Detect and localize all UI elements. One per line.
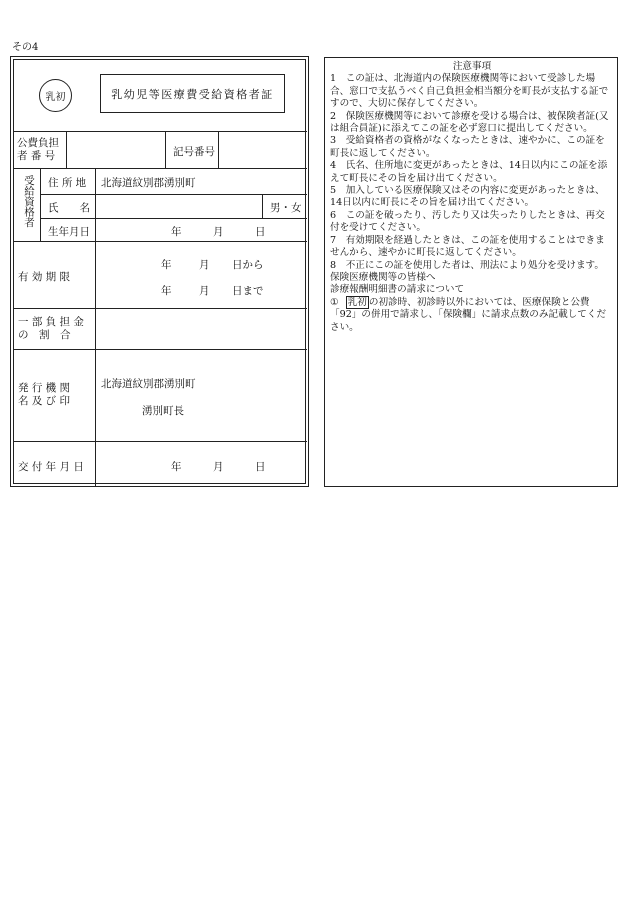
issue-date-label: 交 付 年 月 日 <box>18 461 84 473</box>
note-item: 2 保険医療機関等において診療を受ける場合は、被保険者証(又は組合員証)に添えてこの証を必ず窓口に提出してください。 <box>330 110 609 135</box>
note-item: 6 この証を破ったり、汚したり又は失ったりしたときは、再交付を受けてください。 <box>330 209 605 234</box>
item-marker: ① <box>330 296 339 308</box>
issuer-place: 北海道紋別郡湧別町 <box>101 378 196 390</box>
validity-to-day: 日まで <box>232 285 264 297</box>
title-box <box>100 74 285 113</box>
billing-text: の初診時、初診時以外においては、医療保険と公費「92」の併用で請求し、「保険欄」に請求点数のみ記載してください。 <box>330 296 607 333</box>
issue-date-day: 日 <box>255 461 266 473</box>
validity-from-day: 日から <box>232 259 264 271</box>
validity-from-month: 月 <box>199 259 210 271</box>
validity-from-year: 年 <box>161 259 172 271</box>
page-label: その4 <box>12 42 39 53</box>
notes-subheading: 保険医療機関等の皆様へ <box>330 271 436 283</box>
note-item: 4 氏名、住所地に変更があったときは、14日以内にこの証を添えて町長にその旨を届け出てください。 <box>330 160 608 184</box>
public-payer-label: 公費負担 者 番 号 <box>17 137 59 162</box>
name-label: 氏 名 <box>48 202 90 214</box>
issue-date-month: 月 <box>213 461 224 473</box>
note-item: 7 有効期限を経過したときは、この証を使用することはできませんから、速やかに町長に返してください。 <box>330 234 605 259</box>
symbol-number-label: 記号番号 <box>173 146 215 158</box>
validity-to-year: 年 <box>161 285 172 297</box>
birth-day: 日 <box>255 226 266 238</box>
note-item: 8 不正にこの証を使用した者は、刑法により処分を受けます。 <box>330 259 604 271</box>
badge-label: 乳初 <box>45 92 66 103</box>
billing-note <box>330 297 614 334</box>
address-label: 住 所 地 <box>48 177 87 189</box>
validity-to-month: 月 <box>199 285 210 297</box>
note-item: 3 受給資格者の資格がなくなったときは、速やかに、この証を町長に返してください。 <box>330 135 605 159</box>
validity-label: 有 効 期 限 <box>18 271 71 283</box>
notes-heading: 注意事項 <box>452 61 492 72</box>
gender-value: 男・女 <box>270 202 302 214</box>
note-item: 1 この証は、北海道内の保険医療機関等において受診した場合、窓口で支払うべく自己負担金相当額分を町長が支払する証ですので、大切に保存してください。 <box>330 73 609 110</box>
issuer-label: 発 行 機 関 名 及 び 印 <box>18 382 71 407</box>
issue-date-year: 年 <box>171 461 182 473</box>
boxed-badge: 乳初 <box>347 296 367 308</box>
birth-month: 月 <box>213 226 224 238</box>
notes-panel <box>324 57 618 487</box>
certificate-title: 乳幼児等医療費受給資格者証 <box>111 87 274 101</box>
birth-label: 生年月日 <box>48 226 90 238</box>
note-item: 5 加入している医療保険又はその内容に変更があったときは、14日以内に町長にその旨を届け出てください。 <box>330 185 605 209</box>
issuer-name: 湧別町長 <box>142 405 184 417</box>
copay-label: 一 部 負 担 金 の 割 合 <box>18 316 84 341</box>
notes-subheading: 診療報酬明細書の請求について <box>330 284 465 296</box>
address-value: 北海道紋別郡湧別町 <box>101 177 196 189</box>
badge-circle <box>39 79 72 112</box>
recipient-label: 受給資格者 <box>23 175 35 228</box>
birth-year: 年 <box>171 226 182 238</box>
